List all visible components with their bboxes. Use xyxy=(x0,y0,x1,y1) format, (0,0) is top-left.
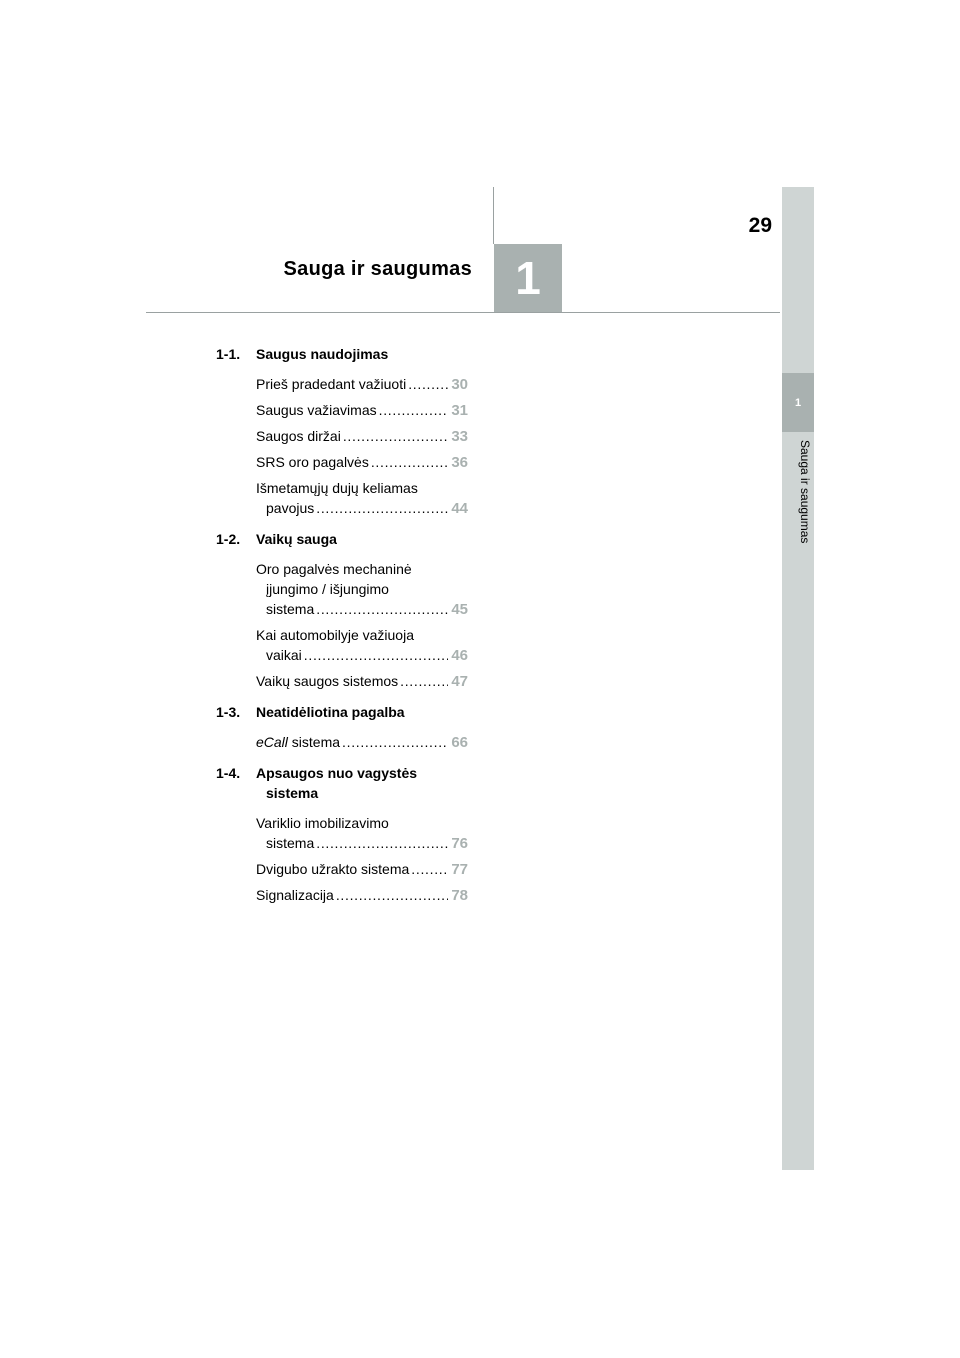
entry-title: Saugus važiavimas xyxy=(256,402,377,418)
toc-section-1-3[interactable] xyxy=(216,702,468,722)
dot-leader xyxy=(336,885,448,905)
entry-page[interactable]: 33 xyxy=(451,428,468,445)
side-chapter-tab[interactable]: 1 xyxy=(782,373,814,432)
entry-page[interactable]: 46 xyxy=(451,647,468,664)
entry-title-italic: eCall xyxy=(256,734,288,750)
header-divider xyxy=(146,312,780,313)
entry-title: Vaikų saugos sistemos xyxy=(256,673,399,689)
toc-entry[interactable] xyxy=(256,559,468,620)
dot-leader xyxy=(316,833,448,853)
section-title: Sauga ir saugumas xyxy=(283,258,472,280)
entry-title: Signalizacija xyxy=(256,887,334,903)
toc-section-1-1[interactable] xyxy=(216,344,468,364)
toc-entry[interactable] xyxy=(256,859,468,880)
entry-title: Dvigubo užrakto sistema xyxy=(256,861,410,877)
entry-title: vaikai xyxy=(266,647,302,663)
dot-leader xyxy=(379,400,449,420)
toc-entry[interactable] xyxy=(256,885,468,906)
toc-entry[interactable] xyxy=(256,426,468,447)
entry-title: Saugos diržai xyxy=(256,428,341,444)
toc-section-1-2[interactable] xyxy=(216,529,468,549)
toc-entry[interactable] xyxy=(256,478,468,519)
entry-page[interactable]: 44 xyxy=(451,500,468,517)
toc-entry[interactable] xyxy=(256,813,468,854)
toc-entry[interactable] xyxy=(256,732,468,753)
entry-title-line: Išmetamųjų dujų keliamas xyxy=(256,480,418,496)
section-number: 1-2. xyxy=(216,531,241,547)
section-title: Neatidėliotina pagalba xyxy=(256,704,405,720)
entry-page[interactable]: 47 xyxy=(451,673,468,690)
entry-page[interactable]: 45 xyxy=(451,601,468,618)
dot-leader xyxy=(400,671,448,691)
entry-title: sistema xyxy=(287,734,341,750)
page-number: 29 xyxy=(748,214,772,237)
header-divider-vertical xyxy=(493,187,494,244)
entry-page[interactable]: 76 xyxy=(451,835,468,852)
toc-entry[interactable] xyxy=(256,374,468,395)
entry-page[interactable]: 66 xyxy=(451,734,468,751)
dot-leader xyxy=(316,498,448,518)
side-chapter-label: Sauga ir saugumas xyxy=(798,440,812,544)
toc-section-1-4[interactable] xyxy=(216,763,468,803)
entry-title: pavojus xyxy=(266,500,315,516)
section-number: 1-3. xyxy=(216,704,241,720)
entry-page[interactable]: 31 xyxy=(451,402,468,419)
toc-entry[interactable] xyxy=(256,671,468,692)
entry-title: SRS oro pagalvės xyxy=(256,454,369,470)
chapter-number-box: 1 xyxy=(494,244,562,312)
side-thumb-strip xyxy=(782,187,814,1170)
entry-title: sistema xyxy=(266,835,315,851)
entry-title-line: Oro pagalvės mechaninė xyxy=(256,561,412,577)
dot-leader xyxy=(371,452,448,472)
toc-entry[interactable] xyxy=(256,625,468,666)
entry-title: Prieš pradedant važiuoti xyxy=(256,376,407,392)
toc-entry[interactable] xyxy=(256,452,468,473)
entry-page[interactable]: 36 xyxy=(451,454,468,471)
dot-leader xyxy=(304,645,449,665)
entry-title-line: Variklio imobilizavimo xyxy=(256,815,389,831)
entry-title: sistema xyxy=(266,601,315,617)
dot-leader xyxy=(343,426,448,446)
entry-page[interactable]: 77 xyxy=(451,861,468,878)
section-number: 1-4. xyxy=(216,765,241,781)
dot-leader xyxy=(408,374,448,394)
dot-leader xyxy=(316,599,448,619)
section-title: Apsaugos nuo vagystės xyxy=(256,765,418,781)
table-of-contents xyxy=(216,344,468,911)
entry-title-line: Kai automobilyje važiuoja xyxy=(256,627,414,643)
dot-leader xyxy=(411,859,448,879)
section-title: Vaikų sauga xyxy=(256,531,337,547)
dot-leader xyxy=(342,732,448,752)
section-number: 1-1. xyxy=(216,346,241,362)
entry-page[interactable]: 30 xyxy=(451,376,468,393)
section-title: Saugus naudojimas xyxy=(256,346,389,362)
entry-page[interactable]: 78 xyxy=(451,887,468,904)
section-title-continued: sistema xyxy=(266,785,319,801)
toc-entry[interactable] xyxy=(256,400,468,421)
entry-title-line: įjungimo / išjungimo xyxy=(266,581,389,597)
